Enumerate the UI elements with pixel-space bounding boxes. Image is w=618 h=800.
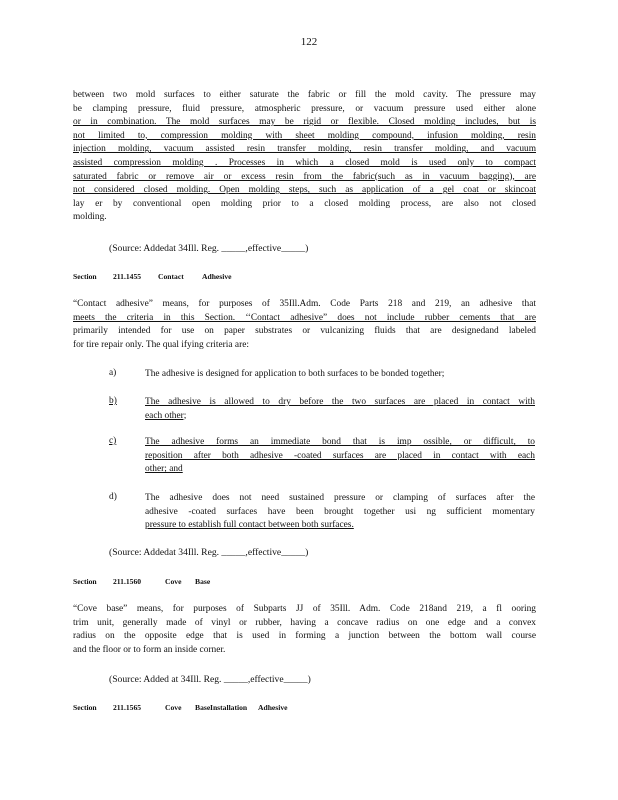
text-line: lay er by conventional open molding prior to a closed molding process, are also not closed bbox=[73, 198, 536, 209]
cove-base-paragraph bbox=[73, 603, 536, 657]
text-line-underlined: reposition after both adhesive -coated surfaces are placed in contact with each bbox=[145, 450, 535, 461]
source-note: (Source: Added at 34Ill. Reg. _____,effective_____) bbox=[109, 674, 311, 685]
text-line: adhesive -coated surfaces have been brought together usi ng sufficient momentary bbox=[145, 506, 535, 517]
section-title-word: Base bbox=[195, 703, 211, 712]
text-line-underlined: other; and bbox=[145, 464, 183, 475]
list-item bbox=[145, 368, 535, 382]
text-line-underlined: pressure to establish full contact between both surfaces. bbox=[145, 520, 354, 531]
page-number: 122 bbox=[300, 36, 318, 48]
text-line-underlined: each other; bbox=[145, 410, 187, 421]
section-label: Section bbox=[73, 703, 97, 712]
section-heading-contact-adhesive bbox=[73, 272, 238, 281]
section-code: 211.1565 bbox=[113, 703, 142, 712]
text-line-underlined: saturated fabric or remove air or excess resin from the fabric(such as in vacuum bagging), are bbox=[73, 171, 536, 182]
section-title-word: Cove bbox=[165, 577, 182, 586]
source-note: (Source: Addedat 34Ill. Reg. _____,effective_____) bbox=[109, 243, 309, 254]
text-line: for tire repair only. The qual ifying criteria are: bbox=[73, 339, 249, 350]
list-item bbox=[145, 436, 535, 482]
section-label: Section bbox=[73, 577, 97, 586]
closed-molding-paragraph bbox=[73, 89, 536, 225]
section-code: 211.1560 bbox=[113, 577, 142, 586]
text-line: be clamping pressure, fluid pressure, atmospheric pressure, or vacuum pressure used either alone bbox=[73, 103, 536, 114]
section-heading-cove-base-installation-adhesive bbox=[73, 703, 298, 712]
text-line: The adhesive does not need sustained pressure or clamping of surfaces after the bbox=[145, 493, 535, 503]
section-heading-cove-base bbox=[73, 577, 218, 586]
section-title-word: Base bbox=[195, 577, 211, 586]
section-label: Section bbox=[73, 272, 97, 281]
source-note: (Source: Addedat 34Ill. Reg. _____,effective_____) bbox=[109, 547, 309, 558]
section-title-word: Adhesive bbox=[202, 272, 232, 281]
text-line-underlined: injection molding, vacuum assisted resin transfer molding, resin transfer molding, and vacuum bbox=[73, 144, 536, 155]
list-marker: c) bbox=[109, 436, 117, 446]
text-line-underlined: assisted compression molding . Processes in which a closed mold is used only to compact bbox=[73, 157, 536, 168]
section-title-word: Installation bbox=[210, 703, 248, 712]
text-line-underlined: The adhesive forms an immediate bond that is imp ossible, or difficult, to bbox=[145, 437, 535, 447]
list-marker: b) bbox=[109, 396, 117, 406]
text-line: and the floor or to form an inside corner. bbox=[73, 644, 226, 655]
text-line: radius on the opposite edge that is used in forming a junction between the bottom wall course bbox=[73, 631, 536, 642]
section-title-word: Adhesive bbox=[258, 703, 288, 712]
text-line: The adhesive is designed for application to both surfaces to be bonded together; bbox=[145, 369, 445, 379]
text-line: trim unit, generally made of vinyl or rubber, having a concave radius on one edge and a convex bbox=[73, 617, 536, 628]
list-item bbox=[145, 492, 535, 538]
text-line-underlined: meets the criteria in this Section. ‘‘Contact adhesive” does not include rubber cements that are bbox=[73, 312, 536, 323]
text-line: “Contact adhesive” means, for purposes of 35Ill.Adm. Code Parts 218 and 219, an adhesive that bbox=[73, 299, 536, 309]
text-line-underlined: or in combination. The mold surfaces may be rigid or flexible. Closed molding includes, but is bbox=[73, 117, 536, 128]
list-marker: a) bbox=[109, 368, 117, 378]
contact-adhesive-paragraph bbox=[73, 298, 536, 352]
section-title-word: Cove bbox=[165, 703, 182, 712]
text-line-underlined: not considered closed molding. Open molding steps, such as application of a gel coat or skincoat bbox=[73, 185, 536, 196]
text-line: “Cove base” means, for purposes of Subparts JJ of 35Ill. Adm. Code 218and 219, a fl ooring bbox=[73, 604, 536, 614]
section-title-word: Contact bbox=[158, 272, 184, 281]
list-item bbox=[145, 396, 535, 429]
text-line: primarily intended for use on paper substrates or vulcanizing fluids that are designedand labeled bbox=[73, 326, 536, 337]
text-line: molding. bbox=[73, 212, 107, 223]
list-marker: d) bbox=[109, 492, 117, 502]
text-line: between two mold surfaces to either saturate the fabric or fill the mold cavity. The pressure may bbox=[73, 90, 536, 100]
text-line-underlined: The adhesive is allowed to dry before the two surfaces are placed in contact with bbox=[145, 397, 535, 407]
text-line-underlined: not limited to, compression molding with sheet molding compound, infusion molding, resin bbox=[73, 130, 536, 141]
section-code: 211.1455 bbox=[113, 272, 142, 281]
